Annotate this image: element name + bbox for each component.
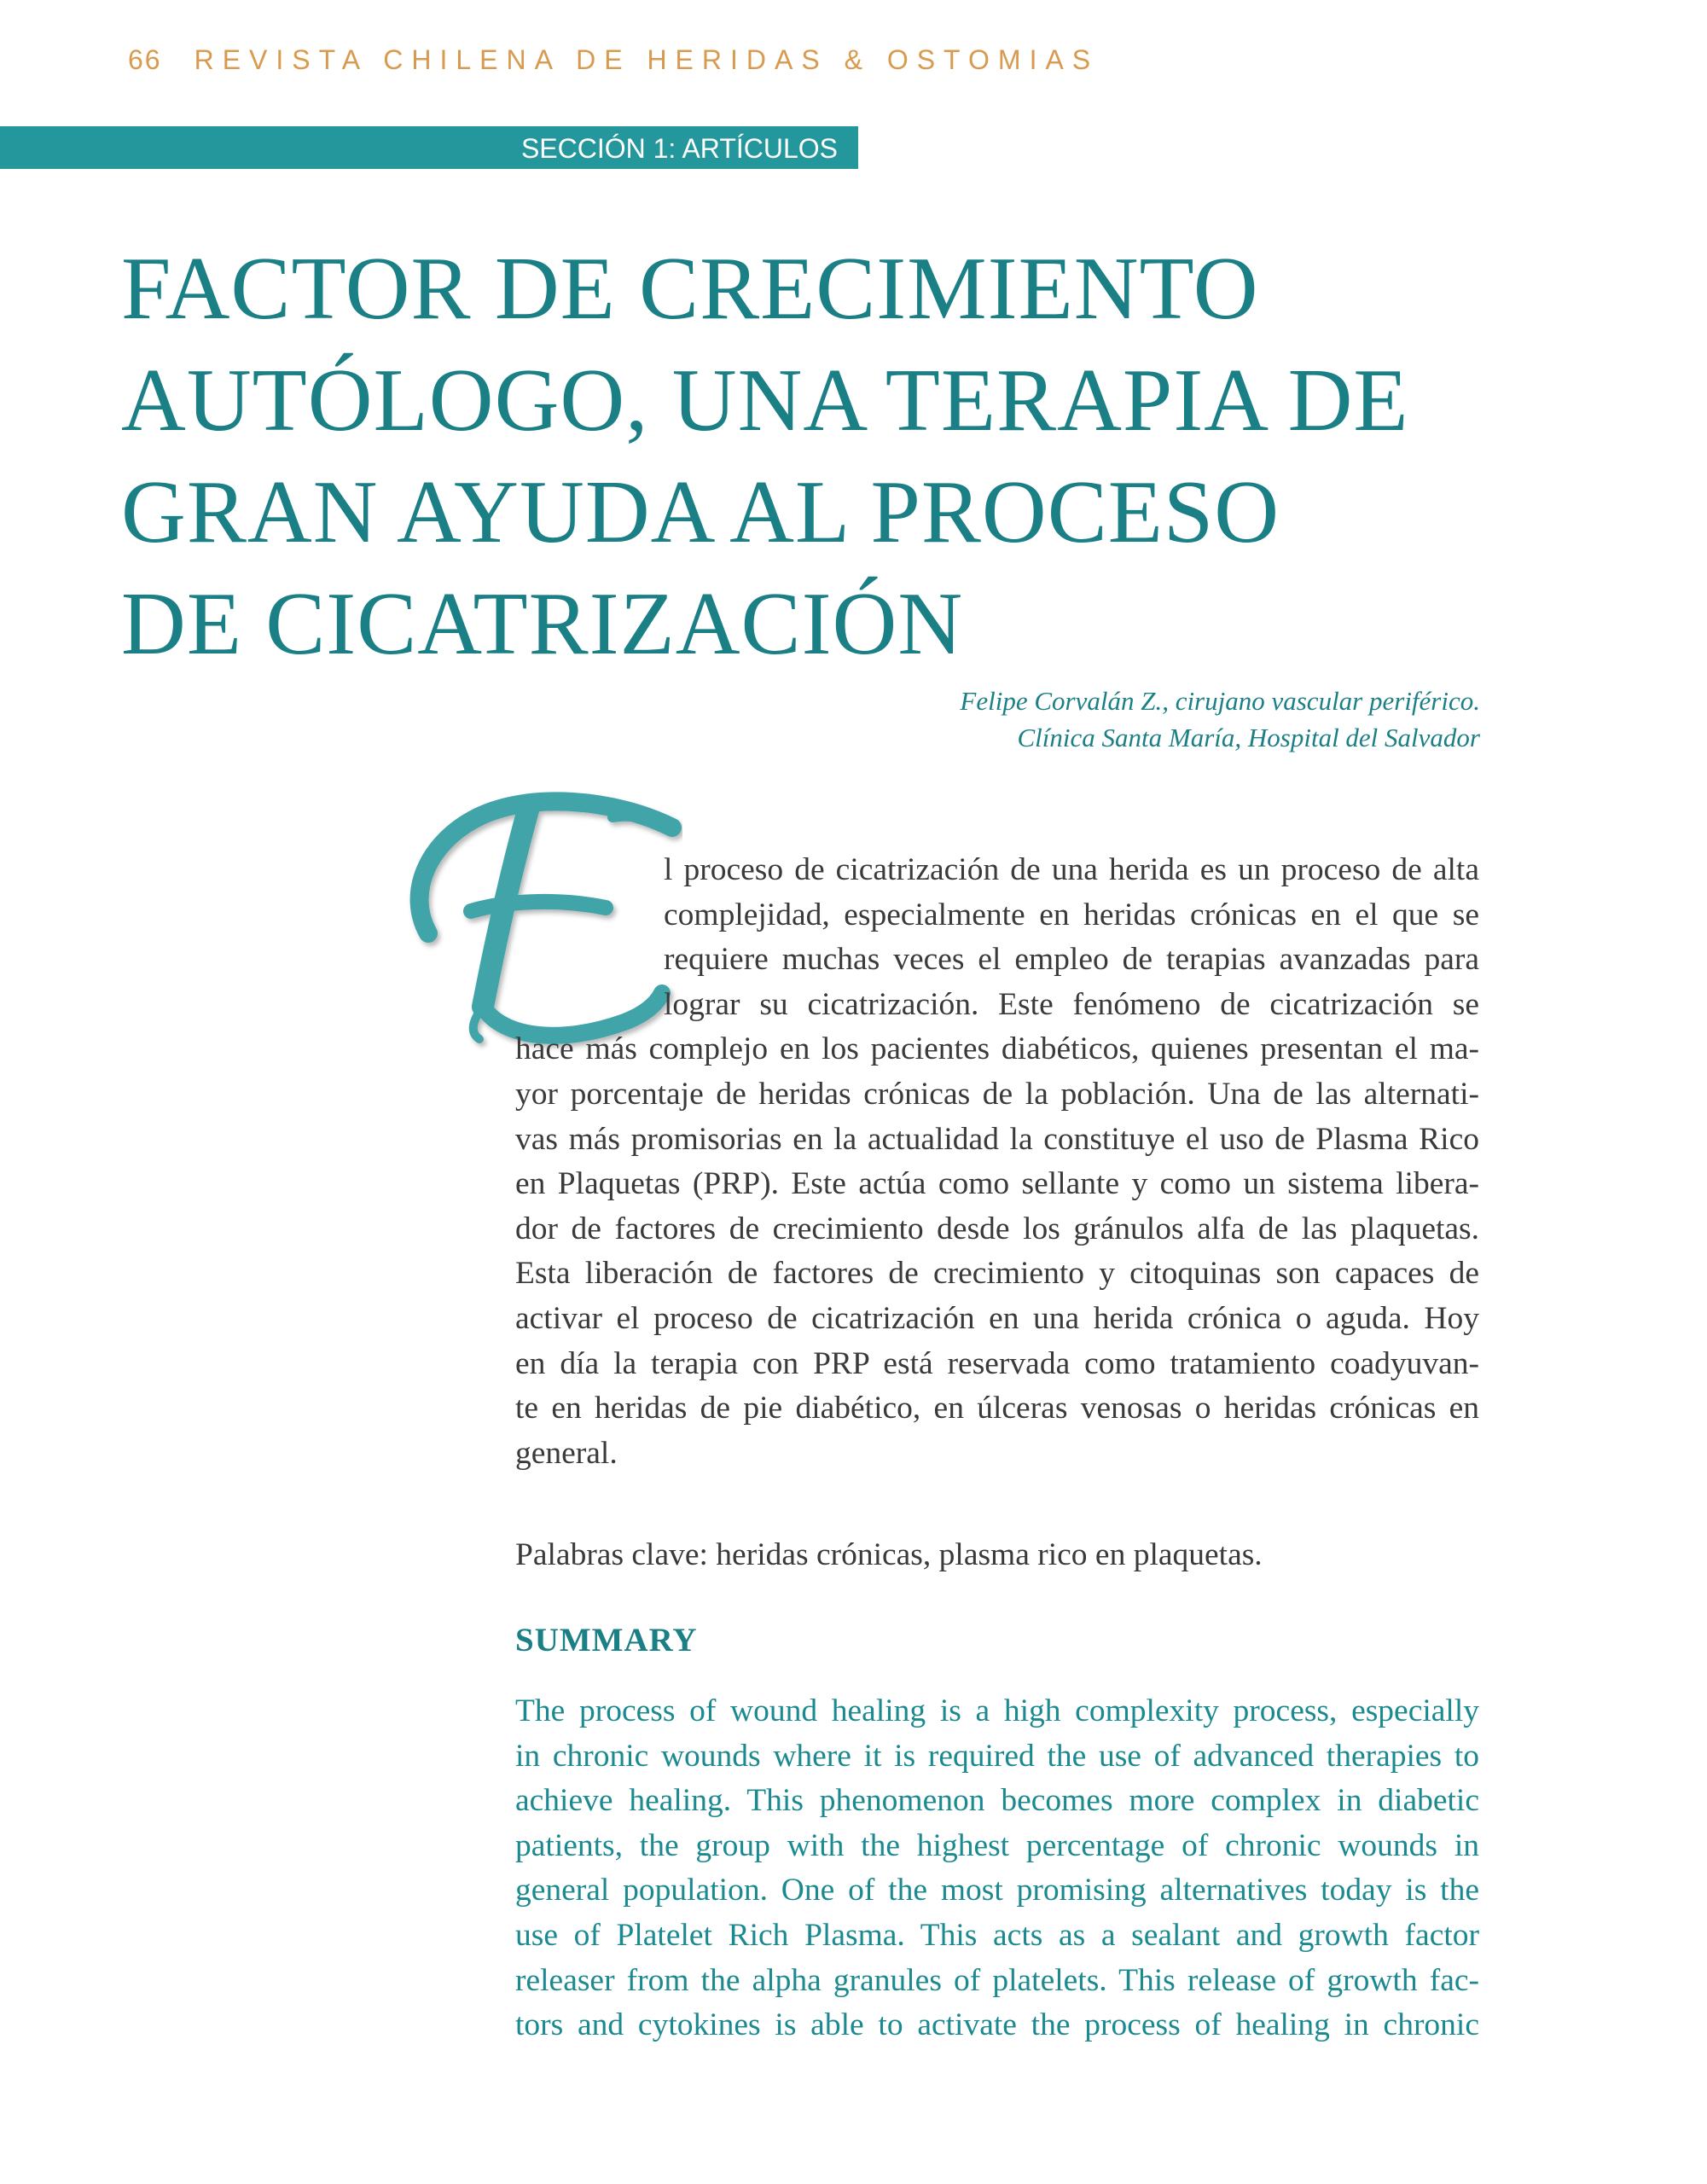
abstract-line: requiere muchas veces el empleo de terapias avanzadas para — [664, 942, 1479, 978]
abstract-line: dor de factores de crecimiento desde los gránulos alfa de las plaquetas. — [515, 1211, 1479, 1246]
journal-name: REVISTA CHILENA DE HERIDAS & OSTOMIAS — [194, 44, 1100, 75]
abstract-line: en día la terapia con PRP está reservada como tratamiento coadyuvan- — [515, 1345, 1479, 1381]
abstract-line: yor porcentaje de heridas crónicas de la población. Una de las alternati- — [515, 1076, 1479, 1112]
abstract-line: te en heridas de pie diabético, en úlceras venosas o heridas crónicas en — [515, 1391, 1479, 1426]
summary-line: use of Platelet Rich Plasma. This acts as a sealant and growth factor — [515, 1917, 1479, 1953]
title-line: DE CICATRIZACIÓN — [121, 573, 964, 673]
author-name: Felipe Corvalán Z., cirujano vascular periférico. — [960, 686, 1480, 716]
title-line: FACTOR DE CRECIMIENTO — [121, 238, 1259, 338]
author-byline — [960, 682, 1480, 756]
abstract — [515, 848, 1479, 1476]
summary-line: achieve healing. This phenomenon becomes more complex in diabetic — [515, 1783, 1479, 1819]
abstract-line: complejidad, especialmente en heridas crónicas en el que se — [664, 897, 1479, 932]
title-line: AUTÓLOGO, UNA TERAPIA DE — [121, 350, 1409, 450]
summary — [515, 1689, 1479, 2048]
summary-heading: SUMMARY — [515, 1622, 698, 1658]
page-number: 66 — [128, 44, 162, 75]
abstract-line: activar el proceso de cicatrización en una herida crónica o aguda. Hoy — [515, 1300, 1479, 1336]
article-title — [121, 232, 1486, 679]
summary-line: patients, the group with the highest percentage of chronic wounds in — [515, 1827, 1479, 1863]
author-affiliation: Clínica Santa María, Hospital del Salvador — [1017, 723, 1480, 752]
abstract-line: hace más complejo en los pacientes diabéticos, quienes presentan el ma- — [515, 1031, 1479, 1067]
title-line: GRAN AYUDA AL PROCESO — [121, 462, 1280, 561]
summary-line: general population. One of the most promising alternatives today is the — [515, 1873, 1479, 1908]
summary-line: The process of wound healing is a high complexity process, especially — [515, 1693, 1479, 1728]
abstract-line: en Plaquetas (PRP). Este actúa como sellante y como un sistema libera- — [515, 1166, 1479, 1202]
summary-line: in chronic wounds where it is required the use of advanced therapies to — [515, 1738, 1479, 1774]
running-head — [128, 44, 1099, 76]
abstract-line: general. — [515, 1435, 618, 1471]
abstract-line: vas más promisorias en la actualidad la constituye el uso de Plasma Rico — [515, 1121, 1479, 1157]
summary-line: releaser from the alpha granules of platelets. This release of growth fac- — [515, 1962, 1479, 1998]
section-label: SECCIÓN 1: ARTÍCULOS — [520, 133, 838, 164]
abstract-line: l proceso de cicatrización de una herida es un proceso de alta — [664, 852, 1479, 887]
section-bar — [0, 126, 858, 169]
keywords: Palabras clave: heridas crónicas, plasma rico en plaquetas. — [515, 1537, 1263, 1572]
summary-line: tors and cytokines is able to activate the process of healing in chronic — [515, 2007, 1479, 2043]
abstract-line: lograr su cicatrización. Este fenómeno de cicatrización se — [664, 986, 1479, 1022]
abstract-line: Esta liberación de factores de crecimiento y citoquinas son capaces de — [515, 1256, 1479, 1292]
